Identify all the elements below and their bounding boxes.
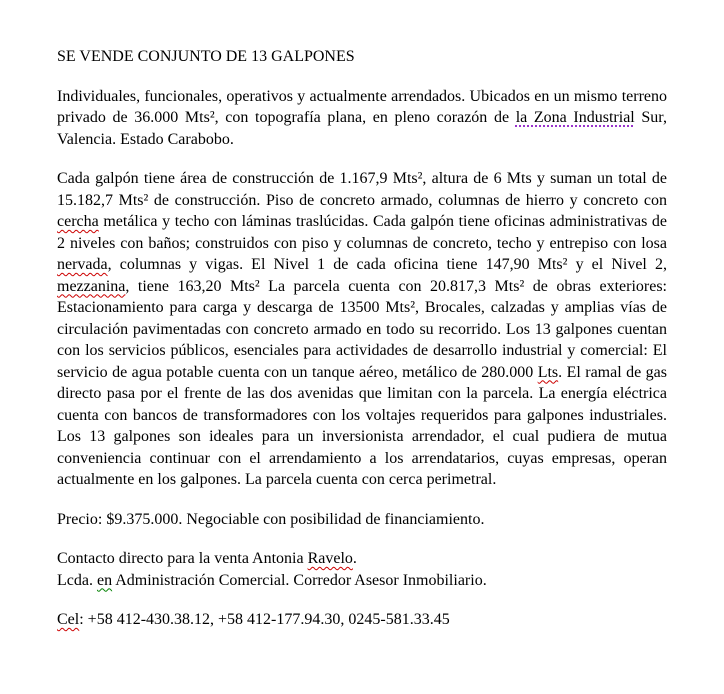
paragraph-precio (57, 509, 667, 531)
paragraph-ubicacion (57, 86, 667, 151)
text-run: Contacto directo para la venta Antonia (57, 550, 308, 567)
text-run: Precio: $9.375.000. Negociable con posibilidad de financiamiento. (57, 510, 485, 528)
text-run: metálica y techo con láminas traslúcidas. Cada galpón tiene oficinas administrativas de 2 niveles con baños; construidos con piso y columnas de concreto, techo y entrepiso con losa (57, 213, 667, 252)
paragraph-contacto (57, 548, 667, 591)
text-run: . (352, 550, 357, 567)
smart-tag-underlined-word: la Zona Industrial (515, 109, 635, 126)
spelling-underlined-word: Lts (537, 363, 559, 381)
paragraph-descripcion (57, 168, 667, 491)
text-run: Sur, Valencia. Estado Carabobo. (57, 109, 667, 148)
text-run: : +58 412-430.38.12, +58 412-177.94.30, 0245-581.33.45 (79, 611, 450, 628)
text-run: Lcda. (57, 571, 97, 589)
text-run: , tiene 163,20 Mts² La parcela cuenta con 20.817,3 Mts² de obras exteriores: Estacionamiento para carga y descarga de 13500 Mts², Brocales, calzadas y amplias vías de circulación pavimentadas con concreto armado en todo su recorrido. Los 13 galpones cuentan con los servicios públicos, esenciales para actividades de desarrollo industrial y comercial: El servicio de agua potable cuenta con un tanque aéreo, metálico de 280.000 (57, 277, 667, 381)
paragraph-telefonos (57, 609, 667, 631)
document-body (57, 86, 667, 631)
text-run: . El ramal de gas directo pasa por el frente de las dos avenidas que limitan con la parcela. La energía eléctrica cuenta con bancos de transformadores con los voltajes requeridos para galpones industriales. Los 13 galpones son ideales para un inversionista arrendador, el cual pudiera de mutua conveniencia continuar con el arrendamiento a los arrendatarios, cuyas empresas, operan actualmente en los galpones. La parcela cuenta con cerca perimetral. (57, 363, 667, 488)
spelling-underlined-word: Cel (57, 611, 80, 628)
spelling-underlined-word: Ravelo (307, 550, 353, 567)
spelling-underlined-word: cercha (57, 213, 99, 230)
text-run: Individuales, funcionales, operativos y actualmente arrendados. Ubicados en un mismo terreno privado de 36.000 Mts², con topografía plana, en pleno corazón de (57, 87, 667, 126)
document-title: SE VENDE CONJUNTO DE 13 GALPONES (57, 48, 355, 65)
text-run: , columnas y vigas. El Nivel 1 de cada oficina tiene 147,90 Mts² y el Nivel 2, (107, 256, 667, 273)
grammar-underlined-word: en (96, 571, 113, 589)
text-run: Administración Comercial. Corredor Asesor Inmobiliario. (112, 571, 487, 589)
spelling-underlined-word: nervada (57, 256, 108, 273)
spelling-underlined-word: mezzanina (57, 277, 126, 295)
text-run: Cada galpón tiene área de construcción de 1.167,9 Mts², altura de 6 Mts y suman un total de 15.182,7 Mts² de construcción. Piso de concreto armado, columnas de hierro y concreto con (57, 170, 667, 209)
